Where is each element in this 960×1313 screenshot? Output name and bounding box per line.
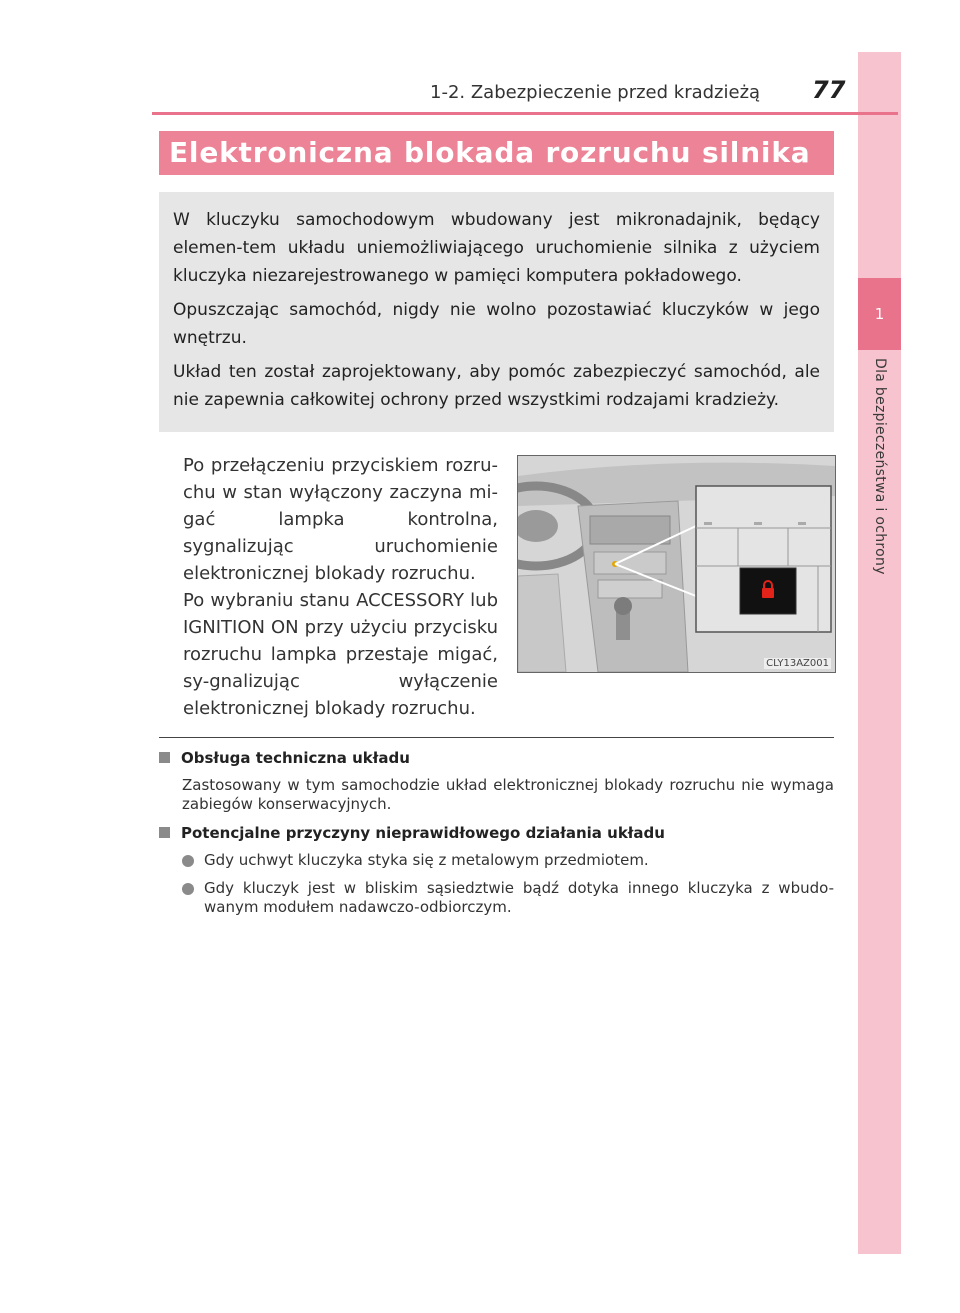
running-header: 1-2. Zabezpieczenie przed kradzieżą [430,82,761,103]
circle-bullet-icon [182,883,194,895]
page-title: Elektroniczna blokada rozruchu silnika [169,136,811,169]
list-item [182,851,834,870]
title-bar [159,131,834,175]
list-item-text: Gdy uchwyt kluczyka styka się z metalowym przedmiotem. [204,851,649,869]
body-paragraph: Po wybraniu stanu ACCESSORY lub IGNITION ON przy użyciu przycisku rozruchu lampka przestaje migać, sy-gnalizując wyłączenie elektronicznej blokady rozruchu. [183,590,498,719]
square-bullet-icon [159,752,170,763]
body-paragraph: Po przełączeniu przyciskiem rozru-chu w stan wyłączony zaczyna mi-gać lampka kontrolna, sygnalizując uruchomienie elektronicznej blokady rozruchu. [183,455,498,584]
list-item-text: Gdy kluczyk jest w bliskim sąsiedztwie bądź dotyka innego kluczyka z wbudo-wanym modułem nadawczo-odbiorczym. [204,879,834,916]
lock-icon [761,579,775,599]
note-heading [159,824,665,842]
note-heading-text: Potencjalne przyczyny nieprawidłowego działania układu [181,824,665,842]
square-bullet-icon [159,827,170,838]
page-number: 77 [812,76,846,104]
intro-paragraph: W kluczyku samochodowym wbudowany jest mikronadajnik, będący elemen-tem układu uniemożliwiającego uruchomienie silnika z użyciem kluczyka niezarejestrowanego w pamięci komputera pokładowego. [173,210,820,286]
section-divider [159,737,834,738]
dashboard-drawing [518,456,835,672]
chapter-number: 1 [858,278,901,350]
figure-code: CLY13AZ001 [766,658,829,669]
chapter-label: Dla bezpieczeństwa i ochrony [871,358,888,575]
dashboard-illustration [517,455,836,673]
note-heading-text: Obsługa techniczna układu [181,749,410,767]
header-divider [152,112,898,115]
chapter-side-tab [858,52,901,1254]
list-item [182,879,834,917]
note-heading [159,749,410,767]
intro-box [159,192,834,432]
chapter-label-container [858,358,901,608]
circle-bullet-icon [182,855,194,867]
note-text: Zastosowany w tym samochodzie układ elektronicznej blokady rozruchu nie wymaga zabiegów konserwacyjnych. [182,776,834,813]
intro-paragraph: Opuszczając samochód, nigdy nie wolno pozostawiać kluczyków w jego wnętrzu. [173,300,820,348]
intro-paragraph: Układ ten został zaprojektowany, aby pomóc zabezpieczyć samochód, ale nie zapewnia całkowitej ochrony przed wszystkimi rodzajami kradzieży. [173,362,820,410]
